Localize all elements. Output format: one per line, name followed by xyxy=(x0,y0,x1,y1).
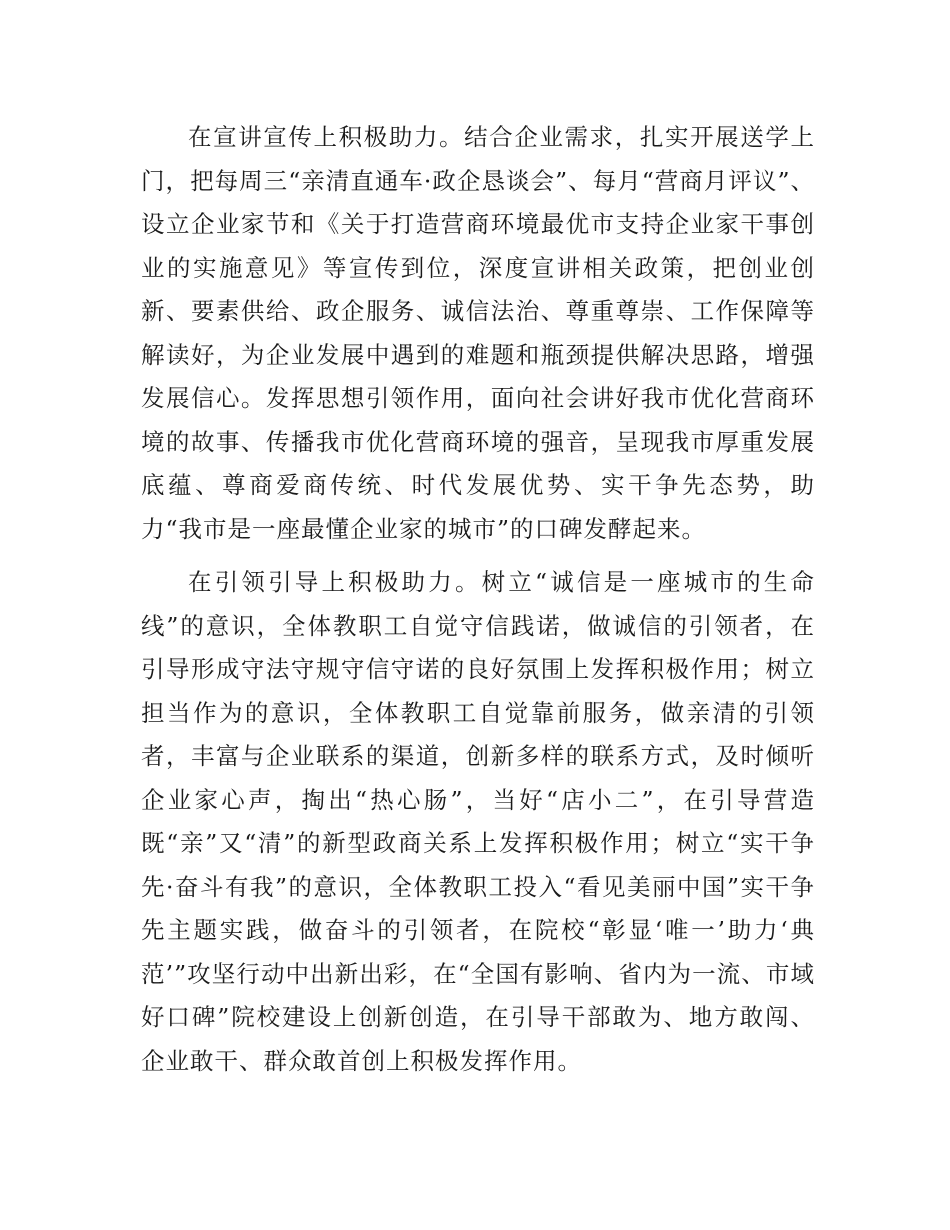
paragraph-promotion: 在宣讲宣传上积极助力。结合企业需求，扎实开展送学上门，把每周三“亲清直通车·政企恳谈会”、每月“营商月评议”、设立企业家节和《关于打造营商环境最优市支持企业家干事创业的实施意见》等宣传到位，深度宣讲相关政策，把创业创新、要素供给、政企服务、诚信法治、尊重尊崇、工作保障等解读好，为企业发展中遇到的难题和瓶颈提供解决思路，增强发展信心。发挥思想引领作用，面向社会讲好我市优化营商环境的故事、传播我市优化营商环境的强音，呈现我市厚重发展底蕴、尊商爱商传统、时代发展优势、实干争先态势，助力“我市是一座最懂企业家的城市”的口碑发酵起来。 xyxy=(141,123,815,543)
paragraph-guidance: 在引领引导上积极助力。树立“诚信是一座城市的生命线”的意识，全体教职工自觉守信践诺，做诚信的引领者，在引导形成守法守规守信守诺的良好氛围上发挥积极作用；树立担当作为的意识，全体教职工自觉靠前服务，做亲清的引领者，丰富与企业联系的渠道，创新多样的联系方式，及时倾听企业家心声，掏出“热心肠”，当好“店小二”，在引导营造既“亲”又“清”的新型政商关系上发挥积极作用；树立“实干争先·奋斗有我”的意识，全体教职工投入“看见美丽中国”实干争先主题实践，做奋斗的引领者，在院校“彰显‘唯一’助力‘典范’”攻坚行动中出新出彩，在“全国有影响、省内为一流、市域好口碑”院校建设上创新创造，在引导干部敢为、地方敢闯、企业敢干、群众敢首创上积极发挥作用。 xyxy=(141,568,815,1075)
document-body xyxy=(141,116,815,1083)
